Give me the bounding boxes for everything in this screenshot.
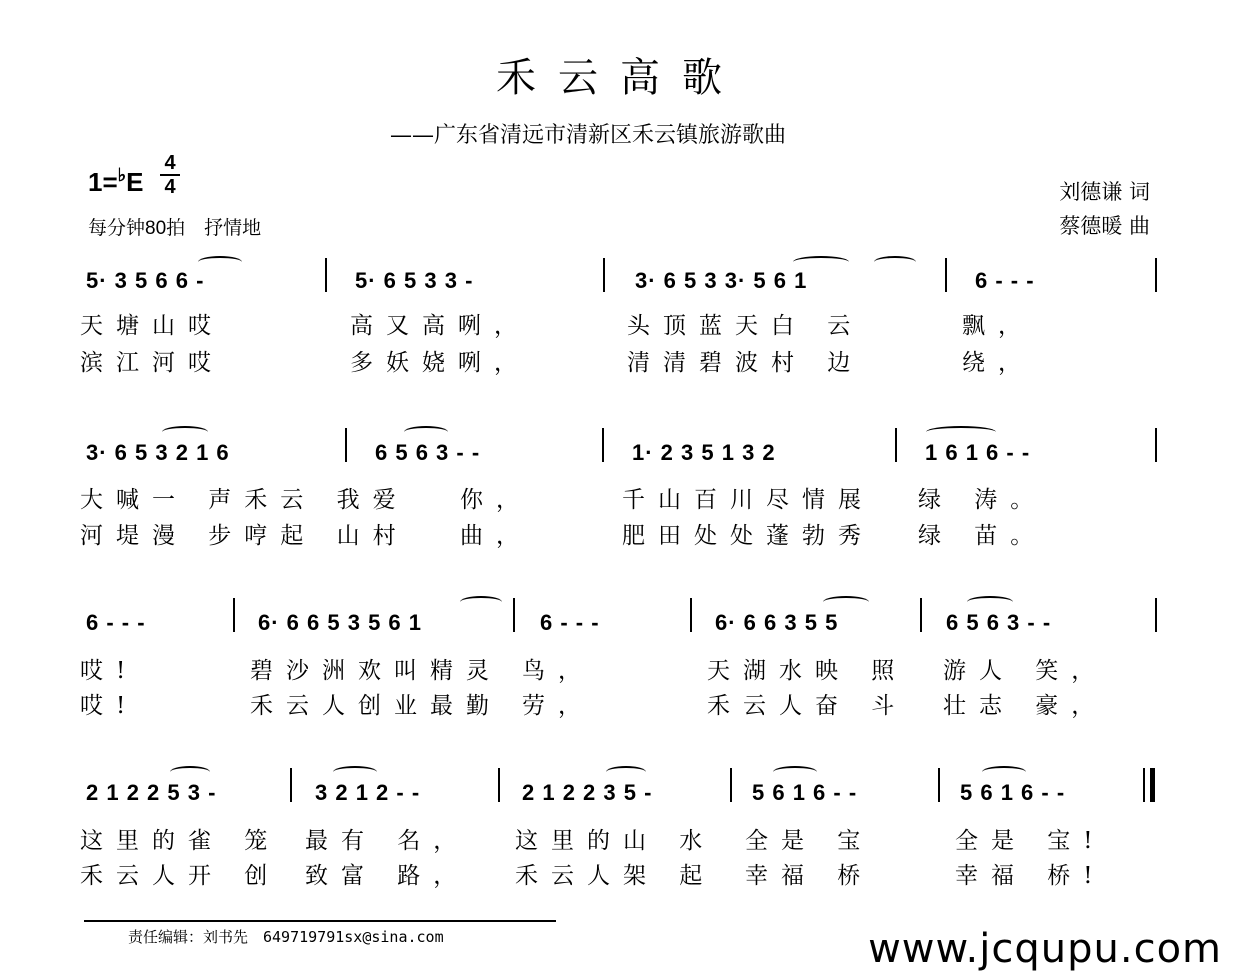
s4-lyric2-c: 禾云人架 起 (515, 863, 716, 889)
s4-lyric2-b: 致富 路， (305, 863, 470, 889)
s2-lyric1-b: 你， (460, 487, 532, 513)
slur (198, 256, 242, 268)
barline (920, 598, 922, 632)
s3-measure-4: 6· 6 6 3 5 5 (715, 610, 839, 635)
tempo-marking: 每分钟80拍 抒情地 (88, 218, 262, 239)
s3-lyric2-e: 壮志 豪， (943, 693, 1108, 719)
slur (773, 766, 817, 778)
barline (498, 768, 500, 802)
s1-lyric2-c: 清清碧波村 边 (627, 350, 864, 376)
s1-lyric1-b: 高又高咧， (350, 313, 530, 339)
s3-lyric1-b: 碧沙洲欢叫精灵 (250, 658, 502, 684)
s3-measure-1: 6 - - - (86, 610, 146, 635)
slur (333, 766, 377, 778)
s1-lyric1-d: 飘， (962, 313, 1034, 339)
s3-lyric1-d: 天湖水映 照 (707, 658, 908, 684)
slur (982, 766, 1026, 778)
song-subtitle: ——广东省清远市清新区禾云镇旅游歌曲 (390, 123, 787, 148)
barline (233, 598, 235, 632)
time-top: 4 (164, 152, 176, 174)
barline (325, 258, 327, 292)
barline (938, 768, 940, 802)
s2-measure-3: 1· 2 3 5 1 3 2 (632, 440, 776, 465)
s4-lyric2-a: 禾云人开 创 (80, 863, 281, 889)
s2-measure-4: 1 6 1 6 - - (925, 440, 1031, 465)
s2-lyric1-d: 绿 涛。 (918, 487, 1047, 513)
s4-measure-5: 5 6 1 6 - - (960, 780, 1066, 805)
s4-lyric2-d: 幸福 桥 (745, 863, 874, 889)
s2-lyric1-c: 千山百川尽情展 (622, 487, 874, 513)
s2-lyric2-c: 肥田处处蓬勃秀 (622, 523, 874, 549)
s2-lyric2-b: 曲， (460, 523, 532, 549)
s4-lyric1-d: 全是 宝 (745, 828, 874, 854)
s3-lyric1-a: 哎! (80, 658, 139, 684)
s1-measure-1: 5· 3 5 6 6 - (86, 268, 205, 293)
key-note: E (126, 167, 144, 197)
barline (345, 428, 347, 462)
flat-sign: ♭ (117, 165, 127, 185)
s2-measure-1: 3· 6 5 3 2 1 6 (86, 440, 230, 465)
s3-lyric2-d: 禾云人奋 斗 (707, 693, 908, 719)
s2-lyric2-d: 绿 苗。 (918, 523, 1047, 549)
barline (602, 428, 604, 462)
s1-measure-2: 5· 6 5 3 3 - (355, 268, 474, 293)
slur (404, 426, 448, 438)
lyricist-credit: 刘德谦 词 (1059, 180, 1150, 204)
barline (290, 768, 292, 802)
site-watermark: www.jcqupu.com (868, 926, 1222, 972)
barline (1155, 598, 1157, 632)
s1-measure-3: 3· 6 5 3 3· 5 6 1 (635, 268, 808, 293)
time-bottom: 4 (164, 176, 176, 198)
s3-lyric2-c: 劳， (522, 693, 594, 719)
s2-measure-2: 6 5 6 3 - - (375, 440, 481, 465)
slur (926, 426, 996, 438)
time-signature (158, 152, 182, 198)
s1-lyric2-a: 滨江河哎 (80, 350, 224, 376)
s1-lyric2-b: 多妖娆咧， (350, 350, 530, 376)
barline (603, 258, 605, 292)
s4-lyric1-c: 这里的山 水 (515, 828, 716, 854)
slur (967, 596, 1013, 608)
barline (513, 598, 515, 632)
s3-lyric1-e: 游人 笑， (943, 658, 1108, 684)
slur (606, 766, 646, 778)
s3-measure-2: 6· 6 6 5 3 5 6 1 (258, 610, 422, 635)
slur (823, 596, 869, 608)
s4-lyric1-a: 这里的雀 笼 (80, 828, 281, 854)
s1-lyric1-c: 头顶蓝天白 云 (627, 313, 864, 339)
s4-lyric2-e: 幸福 桥! (955, 863, 1106, 889)
editor-credit: 责任编辑：刘书先 649719791sx@sina.com (128, 928, 444, 946)
s4-lyric1-b: 最有 名， (305, 828, 470, 854)
composer-credit: 蔡德暖 曲 (1059, 214, 1150, 238)
s3-measure-5: 6 5 6 3 - - (946, 610, 1052, 635)
slur (874, 256, 916, 268)
s4-measure-2: 3 2 1 2 - - (315, 780, 421, 805)
barline (690, 598, 692, 632)
s3-lyric1-c: 鸟， (522, 658, 594, 684)
s3-lyric2-a: 哎! (80, 693, 139, 719)
s3-measure-3: 6 - - - (540, 610, 600, 635)
s4-lyric1-e: 全是 宝! (955, 828, 1106, 854)
slur (460, 596, 502, 608)
s3-lyric2-b: 禾云人创业最勤 (250, 693, 502, 719)
slur (162, 426, 208, 438)
final-barline-thin (1143, 768, 1145, 802)
slur (170, 766, 210, 778)
key-prefix: 1= (88, 167, 118, 197)
final-barline-thick (1150, 768, 1155, 802)
slur (793, 256, 849, 268)
s1-measure-4: 6 - - - (975, 268, 1035, 293)
s4-measure-4: 5 6 1 6 - - (752, 780, 858, 805)
barline (1155, 258, 1157, 292)
song-title: 禾云高歌 (496, 55, 744, 101)
s4-measure-3: 2 1 2 2 3 5 - (522, 780, 653, 805)
s4-measure-1: 2 1 2 2 5 3 - (86, 780, 217, 805)
barline (945, 258, 947, 292)
footer-divider (84, 920, 556, 922)
s2-lyric2-a: 河堤漫 步哼起 山村 (80, 523, 409, 549)
barline (895, 428, 897, 462)
s1-lyric2-d: 绕， (962, 350, 1034, 376)
barline (1155, 428, 1157, 462)
key-signature (88, 165, 144, 198)
s1-lyric1-a: 天塘山哎 (80, 313, 224, 339)
s2-lyric1-a: 大喊一 声禾云 我爱 (80, 487, 409, 513)
barline (730, 768, 732, 802)
